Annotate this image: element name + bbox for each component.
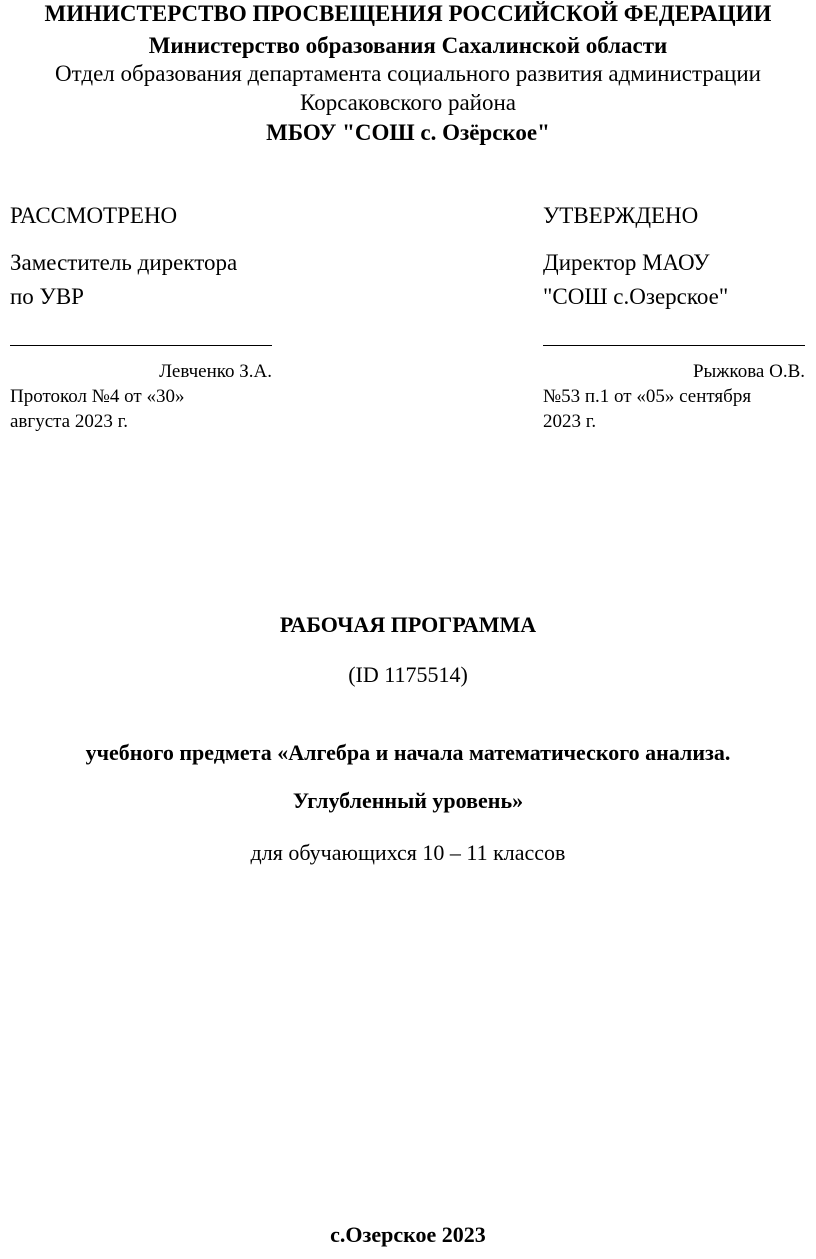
- ministry-title: МИНИСТЕРСТВО ПРОСВЕЩЕНИЯ РОССИЙСКОЙ ФЕДЕРАЦИИ: [44, 1, 772, 26]
- subject-line-2: Углубленный уровень»: [292, 788, 524, 813]
- right-order-line-1: №53 п.1 от «05» сентября: [543, 386, 752, 407]
- left-signature-line: [10, 345, 272, 346]
- right-signer-name: Рыжкова О.В.: [692, 361, 805, 382]
- right-signature-line: [543, 345, 805, 346]
- right-status: УТВЕРЖДЕНО: [543, 203, 699, 228]
- program-id: (ID 1175514): [348, 662, 468, 687]
- program-title: РАБОЧАЯ ПРОГРАММА: [279, 612, 537, 637]
- left-signer-name: Левченко З.А.: [159, 361, 272, 382]
- audience-line: для обучающихся 10 – 11 классов: [250, 840, 566, 865]
- left-position-line-1: Заместитель директора: [10, 250, 238, 275]
- right-order-line-2: 2023 г.: [543, 411, 597, 432]
- left-position-line-2: по УВР: [10, 284, 84, 309]
- right-position-line-1: Директор МАОУ: [543, 250, 710, 275]
- department-line-1: Отдел образования департамента социального развития администрации: [55, 61, 761, 86]
- footer-place-year: с.Озерское 2023: [330, 1222, 486, 1247]
- right-position-line-2: "СОШ с.Озерское": [543, 284, 729, 309]
- left-protocol-line-2: августа 2023 г.: [10, 411, 128, 432]
- left-protocol-line-1: Протокол №4 от «30»: [10, 386, 185, 407]
- left-status: РАССМОТРЕНО: [10, 203, 178, 228]
- regional-ministry: Министерство образования Сахалинской области: [148, 33, 668, 58]
- department-line-2: Корсаковского района: [300, 90, 516, 115]
- school-name: МБОУ "СОШ с. Озёрское": [266, 120, 550, 145]
- subject-line-1: учебного предмета «Алгебра и начала математического анализа.: [85, 740, 731, 765]
